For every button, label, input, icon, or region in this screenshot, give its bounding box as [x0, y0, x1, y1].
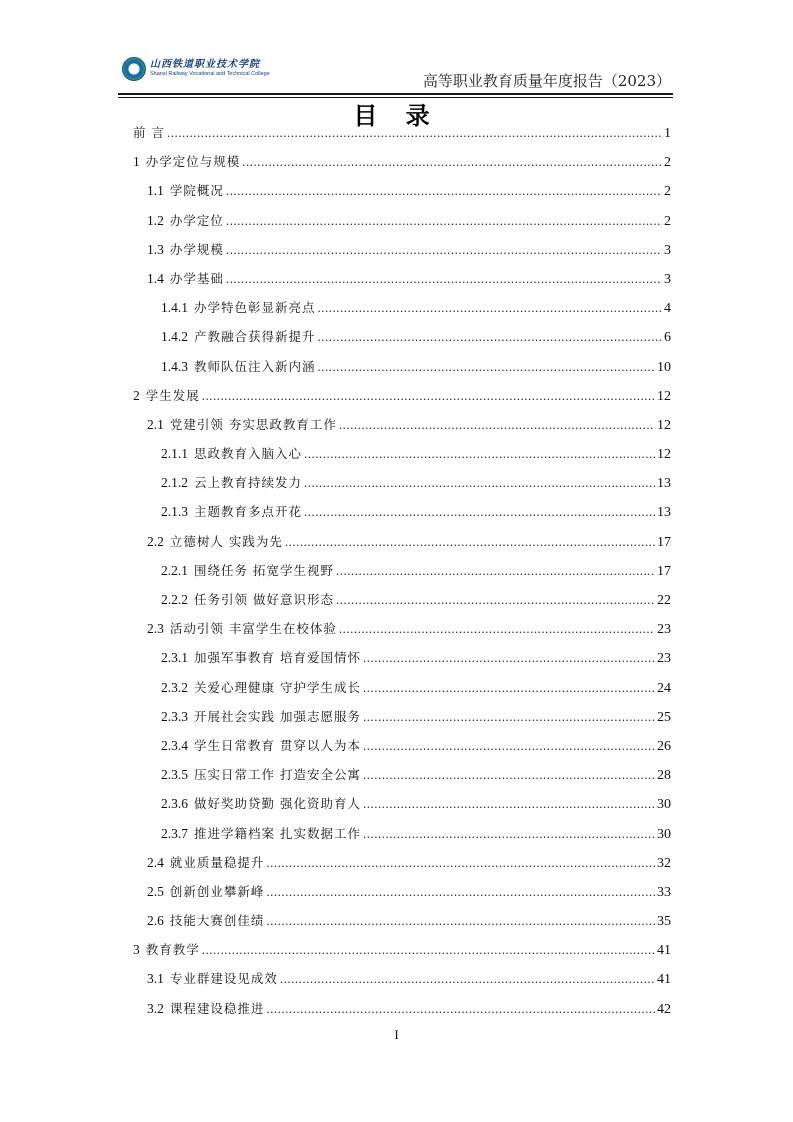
toc-dot-leader: [363, 760, 655, 789]
toc-entry[interactable]: [133, 702, 671, 731]
toc-dot-leader: [339, 410, 655, 439]
toc-dot-leader: [285, 527, 655, 556]
toc-entry[interactable]: [133, 381, 671, 410]
toc-entry-number: 1.1: [147, 183, 164, 199]
toc-entry-title: 就业质量稳提升: [169, 854, 265, 870]
toc-entry-title: 课程建设稳推进: [169, 1000, 265, 1016]
toc-entry[interactable]: [133, 118, 671, 147]
toc-entry-title: 做好奖助贷勤 强化资助育人: [194, 796, 361, 812]
toc-entry-title: 加强军事教育 培育爱国情怀: [194, 650, 361, 666]
toc-entry-number: 1.2: [147, 212, 164, 228]
toc-entry[interactable]: [133, 819, 671, 848]
toc-dot-leader: [304, 497, 655, 526]
toc-entry-number: 1.4.2: [161, 329, 188, 345]
toc-dot-leader: [266, 906, 655, 935]
toc-dot-leader: [318, 352, 655, 381]
toc-entry-title: 关爱心理健康 守护学生成长: [194, 679, 361, 695]
college-logo: [122, 57, 270, 81]
toc-entry-title: 活动引领 丰富学生在校体验: [169, 621, 337, 637]
toc-entry[interactable]: [133, 906, 671, 935]
toc-entry-number: 2.4: [147, 854, 164, 870]
toc-entry-page: 3: [664, 242, 671, 258]
toc-entry[interactable]: [133, 468, 671, 497]
logo-chinese-name: 山西铁道职业技术学院: [150, 59, 260, 71]
toc-entry-page: 33: [657, 884, 671, 900]
toc-entry-title: 推进学籍档案 扎实数据工作: [194, 825, 361, 841]
toc-entry-number: 2.3: [147, 621, 164, 637]
toc-entry-page: 23: [657, 622, 671, 638]
toc-entry-number: 1: [133, 154, 140, 170]
toc-dot-leader: [339, 614, 655, 643]
toc-dot-leader: [363, 702, 655, 731]
toc-entry[interactable]: [133, 556, 671, 585]
toc-entry-number: 2.3.6: [161, 796, 188, 812]
toc-entry-number: 2.6: [147, 913, 164, 929]
toc-entry-title: 办学定位: [169, 212, 224, 228]
toc-dot-leader: [226, 176, 662, 205]
toc-entry-page: 24: [657, 680, 671, 696]
toc-entry[interactable]: [133, 614, 671, 643]
toc-entry-number: 2.3.4: [161, 737, 188, 753]
toc-entry[interactable]: [133, 439, 671, 468]
toc-entry[interactable]: [133, 176, 671, 205]
toc-entry-page: 13: [657, 476, 671, 492]
toc-entry[interactable]: [133, 147, 671, 176]
toc-dot-leader: [363, 789, 655, 818]
toc-entry[interactable]: [133, 527, 671, 556]
toc-dot-leader: [318, 293, 662, 322]
toc-entry-title: 教育教学: [145, 942, 200, 958]
toc-dot-leader: [363, 643, 655, 672]
toc-entry[interactable]: [133, 264, 671, 293]
toc-entry-page: 4: [664, 301, 671, 317]
toc-entry-title: 产教融合获得新提升: [194, 329, 316, 345]
toc-entry-number: 2.3.5: [161, 767, 188, 783]
toc-entry-page: 13: [657, 505, 671, 521]
toc-entry-title: 教师队伍注入新内涵: [194, 358, 316, 374]
toc-entry-number: 2.1.3: [161, 504, 188, 520]
toc-entry[interactable]: [133, 760, 671, 789]
toc-dot-leader: [304, 439, 655, 468]
toc-entry-number: 2.1: [147, 416, 164, 432]
toc-entry-title: 党建引领 夯实思政教育工作: [169, 416, 337, 432]
toc-entry-number: 2.5: [147, 883, 164, 899]
toc-entry-title: 办学特色彰显新亮点: [194, 300, 316, 316]
toc-entry-page: 2: [664, 155, 671, 171]
toc-entry-title: 技能大赛创佳绩: [169, 913, 265, 929]
toc-entry-number: 2.3.2: [161, 679, 188, 695]
toc-entry-page: 35: [657, 914, 671, 930]
toc-entry-title: 办学基础: [169, 270, 224, 286]
toc-entry-title: 开展社会实践 加强志愿服务: [194, 708, 361, 724]
toc-entry-number: 2.3.3: [161, 708, 188, 724]
toc-dot-leader: [304, 468, 655, 497]
toc-entry-page: 2: [664, 184, 671, 200]
toc-entry[interactable]: [133, 877, 671, 906]
table-of-contents: [133, 118, 671, 1023]
toc-entry-title: 立德树人 实践为先: [169, 533, 283, 549]
toc-entry-number: 3.1: [147, 971, 164, 987]
toc-entry[interactable]: [133, 731, 671, 760]
toc-entry-title: 办学规模: [169, 241, 224, 257]
toc-entry-page: 23: [657, 651, 671, 667]
toc-entry[interactable]: [133, 964, 671, 993]
toc-entry-title: 云上教育持续发力: [194, 475, 303, 491]
toc-entry-page: 30: [657, 826, 671, 842]
toc-entry-page: 32: [657, 855, 671, 871]
toc-dot-leader: [363, 731, 655, 760]
toc-entry[interactable]: [133, 935, 671, 964]
toc-entry-title: 学院概况: [169, 183, 224, 199]
toc-entry-page: 26: [657, 738, 671, 754]
toc-entry-number: 1.4.3: [161, 358, 188, 374]
toc-entry-title: 创新创业攀新峰: [169, 883, 265, 899]
logo-english-name: Shanxi Railway Vocational and Technical College: [150, 71, 270, 78]
toc-dot-leader: [336, 556, 655, 585]
toc-dot-leader: [242, 147, 662, 176]
toc-dot-leader: [266, 877, 655, 906]
toc-entry-number: 2.3.1: [161, 650, 188, 666]
toc-entry[interactable]: [133, 322, 671, 351]
toc-dot-leader: [202, 381, 655, 410]
toc-dot-leader: [318, 322, 662, 351]
toc-entry[interactable]: [133, 352, 671, 381]
toc-entry-title: 压实日常工作 打造安全公寓: [194, 767, 361, 783]
toc-entry-title: 学生发展: [145, 387, 200, 403]
toc-entry-number: 3: [133, 942, 140, 958]
toc-entry-number: 3.2: [147, 1000, 164, 1016]
toc-dot-leader: [226, 235, 662, 264]
toc-dot-leader: [336, 585, 655, 614]
toc-dot-leader: [363, 673, 655, 702]
toc-entry-number: 1.3: [147, 241, 164, 257]
toc-entry-page: 12: [657, 447, 671, 463]
toc-entry-number: 1.4.1: [161, 300, 188, 316]
report-title: 高等职业教育质量年度报告（2023）: [422, 72, 671, 90]
toc-entry[interactable]: [133, 994, 671, 1023]
toc-entry[interactable]: [133, 497, 671, 526]
toc-entry-title: 专业群建设见成效: [169, 971, 278, 987]
toc-entry-number: 1.4: [147, 270, 164, 286]
toc-entry-title: 学生日常教育 贯穿以人为本: [194, 737, 361, 753]
toc-entry[interactable]: [133, 585, 671, 614]
toc-entry[interactable]: [133, 673, 671, 702]
toc-entry-page: 25: [657, 709, 671, 725]
college-emblem-icon: [122, 57, 146, 81]
toc-entry-page: 12: [657, 388, 671, 404]
toc-entry[interactable]: [133, 848, 671, 877]
page-number: I: [394, 1027, 399, 1042]
toc-entry-title: 主题教育多点开花: [194, 504, 303, 520]
toc-dot-leader: [226, 206, 662, 235]
toc-dot-leader: [363, 819, 655, 848]
toc-entry-number: 2.1.1: [161, 446, 188, 462]
toc-entry-title: 任务引领 做好意识形态: [194, 592, 334, 607]
toc-entry-page: 1: [664, 126, 671, 141]
toc-dot-leader: [202, 935, 655, 964]
toc-entry-page: 41: [657, 943, 671, 959]
toc-entry[interactable]: [133, 643, 671, 672]
toc-entry[interactable]: [133, 235, 671, 264]
toc-entry-page: 12: [657, 417, 671, 433]
toc-dot-leader: [280, 964, 655, 993]
toc-entry-page: 42: [657, 1001, 671, 1017]
toc-dot-leader: [266, 994, 655, 1023]
toc-entry[interactable]: [133, 789, 671, 818]
toc-entry-title: 围绕任务 拓宽学生视野: [194, 562, 334, 578]
toc-entry[interactable]: [133, 206, 671, 235]
toc-entry-page: 17: [657, 563, 671, 579]
toc-entry-title: 办学定位与规模: [145, 154, 241, 170]
toc-entry-number: 2: [133, 387, 140, 403]
toc-entry-number: 2.2: [147, 533, 164, 549]
toc-entry-page: 6: [664, 330, 671, 346]
toc-entry-page: 2: [664, 213, 671, 229]
toc-entry-page: 41: [657, 972, 671, 988]
toc-entry[interactable]: [133, 410, 671, 439]
toc-entry-page: 30: [657, 797, 671, 813]
toc-dot-leader: [226, 264, 662, 293]
toc-entry-page: 17: [657, 534, 671, 550]
toc-entry-page: 28: [657, 768, 671, 784]
toc-heading: 目 录: [353, 102, 440, 130]
toc-dot-leader: [167, 118, 662, 147]
toc-entry-number: 2.2.1: [161, 562, 188, 578]
toc-entry-number: 2.3.7: [161, 825, 188, 841]
toc-entry-page: 10: [657, 359, 671, 375]
toc-entry-page: 22: [657, 593, 671, 608]
toc-dot-leader: [266, 848, 655, 877]
toc-entry-number: 2.1.2: [161, 475, 188, 491]
toc-entry-title: 思政教育入脑入心: [194, 446, 303, 462]
page-header: [118, 55, 673, 95]
toc-entry-title: 前 言: [133, 125, 165, 140]
toc-entry[interactable]: [133, 293, 671, 322]
toc-entry-number: 2.2.2: [161, 592, 188, 607]
toc-entry-page: 3: [664, 271, 671, 287]
